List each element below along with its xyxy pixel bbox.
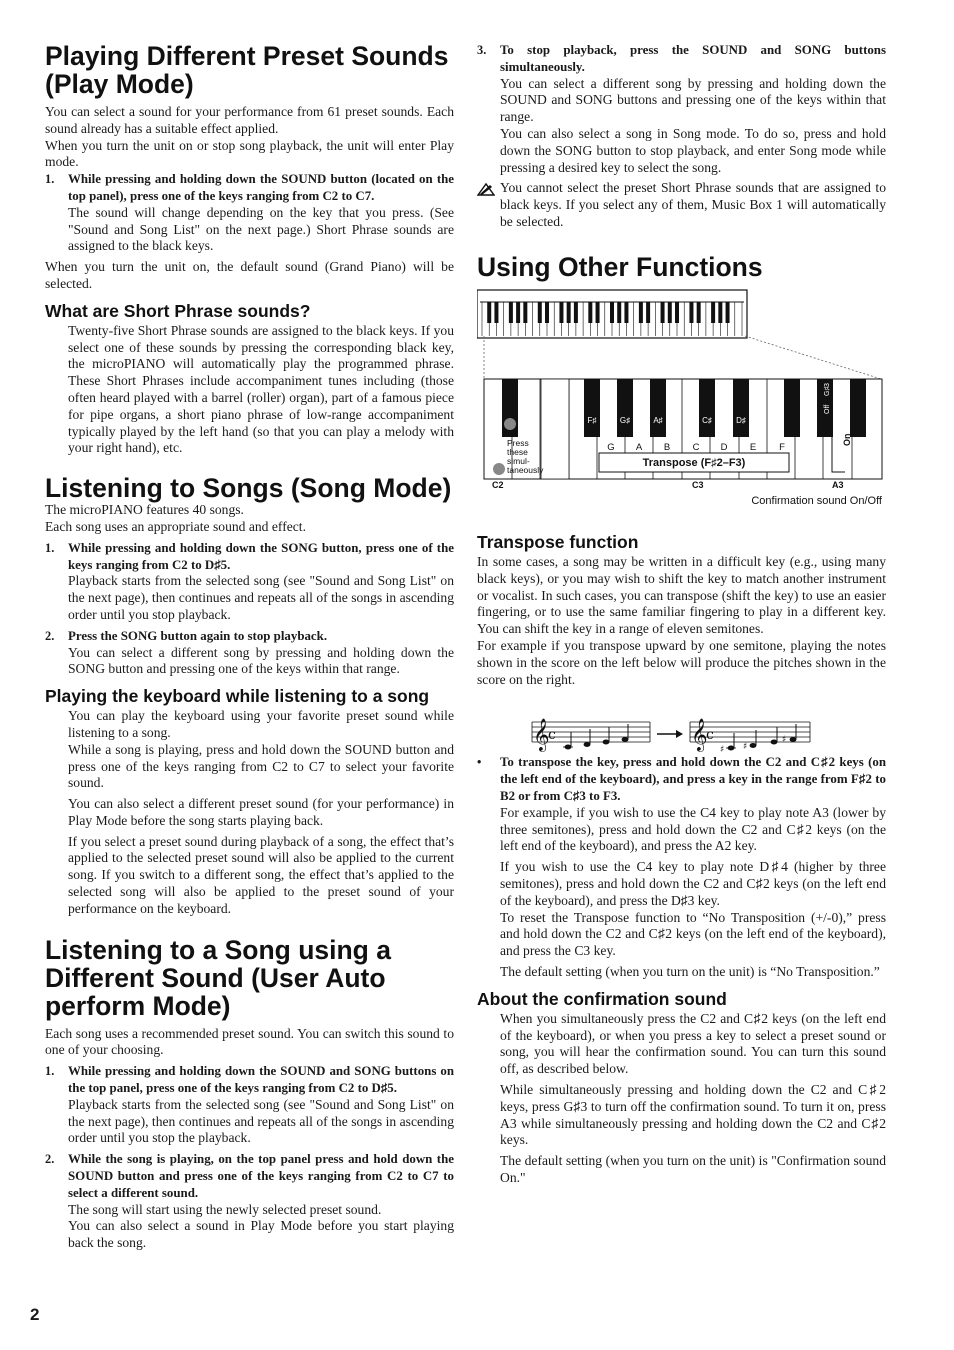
subheading-keyboard-with-song: Playing the keyboard while listening to a song bbox=[45, 686, 430, 707]
white-key-label: A bbox=[635, 442, 643, 453]
step-item bbox=[45, 1063, 454, 1147]
black-key bbox=[516, 302, 520, 323]
paragraph: The default setting (when you turn on the unit) is “No Transposition.” bbox=[500, 963, 880, 979]
white-key-label: E bbox=[749, 442, 757, 453]
black-key-label: F♯ bbox=[587, 416, 597, 425]
black-key bbox=[624, 302, 628, 323]
on-label: On bbox=[842, 433, 852, 446]
c2-label: C2 bbox=[492, 480, 504, 490]
paragraph: The default setting (when you turn on the unit) is "Confirmation sound On." bbox=[500, 1153, 886, 1185]
subheading-transpose: Transpose function bbox=[477, 532, 639, 552]
black-key bbox=[668, 302, 672, 323]
black-key-d-sharp3 bbox=[733, 379, 749, 437]
step-text: You can select a different song by pressing and holding down the SOUND and SONG buttons and pressing one of the keys within that range. bbox=[500, 75, 886, 125]
black-key bbox=[610, 302, 614, 323]
treble-clef-icon: 𝄞 bbox=[691, 718, 708, 751]
black-key bbox=[661, 302, 665, 323]
bullet-item bbox=[477, 754, 886, 980]
right-column-lower bbox=[477, 532, 886, 1187]
bullet-mark: • bbox=[477, 755, 482, 770]
sharp-icon: ♯ bbox=[720, 745, 725, 755]
black-key bbox=[726, 302, 730, 323]
black-key-g-sharp2 bbox=[617, 379, 633, 437]
black-key-label: C♯ bbox=[702, 416, 712, 425]
paragraph: For example if you transpose upward by one semitone, playing the notes shown in the score on the left below will produce the pitches shown in the score on the right. bbox=[477, 637, 886, 687]
step-item bbox=[45, 1151, 454, 1252]
white-key-label: D bbox=[720, 442, 728, 453]
paragraph: You can also select a different preset sound (for your performance) in Play Mode before the song starts playing back. bbox=[68, 796, 454, 828]
step-text: You can also select a song in Song mode. To do so, press and hold down the SONG button to stop playback, and enter Song mode while pressing a desired key to select the song. bbox=[500, 125, 886, 175]
black-key bbox=[718, 302, 722, 323]
heading-song-mode: Listening to Songs (Song Mode) bbox=[45, 473, 452, 504]
step-number: 2. bbox=[45, 1152, 55, 1167]
treble-clef-icon: 𝄞 bbox=[533, 718, 550, 751]
paragraph: When you simultaneously press the C2 and C♯2 keys (on the left end of the keyboard), or when you press a key to select a preset sound or song, you will hear the confirmation sound. You can turn this sound off, as described below. bbox=[500, 1010, 886, 1077]
paragraph: For example, if you wish to use the C4 key to play note A3 (lower by three semitones), press and hold down the C2 and C♯2 keys (on the left end of the keyboard), and press the A2 key. bbox=[500, 804, 886, 854]
step-instruction: Press the SONG button again to stop playback. bbox=[68, 628, 328, 643]
step-text: The song will start using the newly selected preset sound. bbox=[68, 1201, 382, 1217]
press-label-line: these bbox=[507, 447, 528, 457]
gap-key bbox=[541, 379, 569, 479]
white-key-label: C bbox=[692, 442, 700, 453]
step-item bbox=[45, 628, 454, 678]
step-instruction: While pressing and holding down the SOUND button (located on the top panel), press one of the keys ranging from C2 to C7. bbox=[68, 172, 454, 203]
subheading-confirmation-sound: About the confirmation sound bbox=[477, 988, 727, 1009]
black-key bbox=[494, 302, 498, 323]
black-key-label: A♯ bbox=[653, 416, 663, 425]
score-right bbox=[690, 718, 810, 755]
press-indicator-c-sharp2 bbox=[504, 418, 516, 430]
sharp-icon: ♯ bbox=[782, 735, 787, 745]
black-key bbox=[523, 302, 527, 323]
bullet-instruction: To transpose the key, press and hold down the C2 and C♯2 keys (on the left end of the keyboard), and press a key in the range from F♯2 to B2 or from C♯3 to F3. bbox=[500, 755, 886, 803]
heading-other-functions: Using Other Functions bbox=[477, 251, 763, 282]
keyboard-diagram bbox=[477, 282, 887, 512]
black-key bbox=[646, 302, 650, 323]
c3-label: C3 bbox=[692, 480, 704, 490]
subheading-short-phrase: What are Short Phrase sounds? bbox=[45, 300, 311, 321]
left-column bbox=[45, 42, 454, 1252]
step-number: 1. bbox=[45, 540, 55, 555]
black-key bbox=[617, 302, 621, 323]
black-key-a-sharp2 bbox=[650, 379, 666, 437]
black-key bbox=[711, 302, 715, 323]
black-key-label: D♯ bbox=[736, 416, 746, 425]
white-key-label: G bbox=[607, 442, 615, 453]
paragraph: While a song is playing, press and hold down the SOUND button and press one of the keys ranging from C2 to C7 to select your favorite sound. bbox=[68, 741, 454, 791]
step-item bbox=[477, 42, 886, 176]
paragraph: You can select a sound for your performance from 61 preset sounds. Each sound already has a suitable effect applied. bbox=[45, 104, 454, 136]
step-text: The sound will change depending on the key that you press. (See "Sound and Song List" on the next page.) Short Phrase sounds are assigned to the black keys. bbox=[68, 204, 454, 254]
paragraph: When you turn the unit on, the default sound (Grand Piano) will be selected. bbox=[45, 259, 454, 291]
step-number: 2. bbox=[45, 628, 55, 643]
black-key bbox=[487, 302, 491, 323]
mini-keyboard bbox=[477, 290, 747, 338]
black-key bbox=[689, 302, 693, 323]
step-text: You can select a different song by pressing and holding down the SONG button and pressing one of the keys within that range. bbox=[68, 644, 454, 677]
white-key-label: F bbox=[779, 442, 785, 453]
note-block bbox=[477, 180, 886, 230]
g-sharp3-label: G♯3 bbox=[824, 383, 831, 396]
confirmation-caption: Confirmation sound On/Off bbox=[751, 495, 882, 507]
note-pencil-icon bbox=[477, 182, 495, 196]
black-key bbox=[574, 302, 578, 323]
black-key bbox=[675, 302, 679, 323]
black-key bbox=[567, 302, 571, 323]
press-indicator-c2 bbox=[493, 463, 505, 475]
black-key bbox=[639, 302, 643, 323]
paragraph: If you wish to use the C4 key to play note D♯4 (higher by three semitones), press and hold down the C2 and C♯2 keys (on the left end of the keyboard), and press the D♯3 key. bbox=[500, 859, 886, 908]
press-label-line: Press bbox=[507, 438, 529, 448]
paragraph: To reset the Transpose function to “No Transposition (+/-0),” press and hold down the C2 and C♯2 keys (on the left end of the keyboard), and press the C3 key. bbox=[500, 909, 886, 959]
black-key-c-sharp3 bbox=[699, 379, 715, 437]
transpose-score-example bbox=[530, 712, 812, 756]
heading-play-mode: Playing Different Preset Sounds (Play Mode) bbox=[45, 41, 449, 99]
off-label: Off bbox=[824, 404, 831, 414]
common-time-icon: c bbox=[706, 727, 714, 743]
paragraph: While simultaneously pressing and holding down the C2 and C♯2 keys, press G♯3 to turn off the confirmation sound. To turn it on, press A3 while simultaneously pressing and holding down the C2 and C♯2 keys. bbox=[500, 1081, 886, 1148]
page-number: 2 bbox=[30, 1305, 40, 1324]
paragraph: You can play the keyboard using your favorite preset sound while listening to a song. bbox=[68, 708, 454, 740]
step-instruction: While pressing and holding down the SONG button, press one of the keys ranging from C2 to D♯5. bbox=[68, 540, 454, 572]
arrow-icon bbox=[657, 730, 683, 738]
step-item bbox=[45, 540, 454, 624]
black-key bbox=[559, 302, 563, 323]
black-key-f-sharp3 bbox=[784, 379, 800, 437]
black-key bbox=[509, 302, 513, 323]
notes bbox=[720, 724, 796, 755]
paragraph: When you turn the unit on or stop song playback, the unit will enter Play mode. bbox=[45, 137, 454, 170]
note-text: You cannot select the preset Short Phrase sounds that are assigned to black keys. If you select any of them, Music Box 1 will automatically be selected. bbox=[500, 180, 886, 229]
press-label-line: simul- bbox=[507, 456, 530, 466]
white-key-label: B bbox=[663, 442, 671, 453]
step-text: Playback starts from the selected song (see "Sound and Song List" on the next page), then continues and repeats all of the songs in ascending order until you stop playback. bbox=[68, 573, 454, 622]
transpose-range-label: Transpose (F♯2–F3) bbox=[642, 457, 746, 469]
black-key bbox=[545, 302, 549, 323]
paragraph: Each song uses a recommended preset sound. You can switch this sound to one of your choosing. bbox=[45, 1025, 454, 1058]
common-time-icon: c bbox=[548, 727, 556, 743]
paragraph: Twenty-five Short Phrase sounds are assigned to the black keys. If you select one of these sounds by pressing the corresponding black key, the microPIANO will automatically play the programmed phrase. These Short Phrases include accompaniment tunes including (those often heard played with a barrel (roller) organ), part of a famous piece for pipe organs, a short piano phrase of low-range accompaniment typically played by the left hand (so that you can play a melody with your right hand), etc. bbox=[68, 322, 454, 456]
sharp-icon: ♯ bbox=[743, 742, 748, 752]
press-label-line: taneously bbox=[507, 465, 544, 475]
black-key-label: G♯ bbox=[619, 416, 631, 425]
paragraph: If you select a preset sound during playback of a song, the effect that’s applied to the selected preset sound will also be applied to the current song. If you switch to a different song, the effect that’s applied to the selected song will also be applied to the preset sound of your performance on the keyboard. bbox=[68, 833, 454, 916]
paragraph: Each song uses an appropriate sound and effect. bbox=[45, 518, 306, 534]
step-number: 1. bbox=[45, 1064, 55, 1079]
heading-user-auto-perform: Listening to a Song using a Different Sound (User Auto perform Mode) bbox=[45, 934, 391, 1021]
step-instruction: To stop playback, press the SOUND and SONG buttons simultaneously. bbox=[500, 43, 886, 74]
paragraph: In some cases, a song may be written in a difficult key (e.g., using many black keys), or you may wish to shift the key to match another instrument or vocalist. In such cases, you can transpose (shift the key) to use an easier fingering, or to use the same familiar fingering to play in a different key. You can shift the key in a range of eleven semitones. bbox=[477, 554, 886, 637]
step-instruction: While the song is playing, on the top panel press and hold down the SOUND button and press one of the keys ranging from C2 to C7 to select a different sound. bbox=[68, 1152, 454, 1200]
right-column bbox=[477, 42, 886, 287]
black-key-f-sharp2 bbox=[584, 379, 600, 437]
black-key-a-sharp3 bbox=[850, 379, 866, 437]
black-key bbox=[596, 302, 600, 323]
paragraph: The microPIANO features 40 songs. bbox=[45, 502, 244, 518]
step-text: Playback starts from the selected song (see "Sound and Song List" on the next page), then continues and repeats all of the songs in ascending order until you stop the playback. bbox=[68, 1096, 454, 1146]
a3-label: A3 bbox=[832, 480, 844, 490]
step-number: 3. bbox=[477, 43, 487, 57]
black-key bbox=[588, 302, 592, 323]
step-text: You can also select a sound in Play Mode before you start playing back the song. bbox=[68, 1218, 454, 1251]
step-item bbox=[45, 171, 454, 255]
step-instruction: While pressing and holding down the SOUND and SONG buttons on the top panel, press one of the keys ranging from C2 to D♯5. bbox=[68, 1064, 454, 1096]
black-key bbox=[538, 302, 542, 323]
score-left bbox=[532, 718, 650, 752]
step-number: 1. bbox=[45, 172, 55, 187]
black-key bbox=[697, 302, 701, 323]
